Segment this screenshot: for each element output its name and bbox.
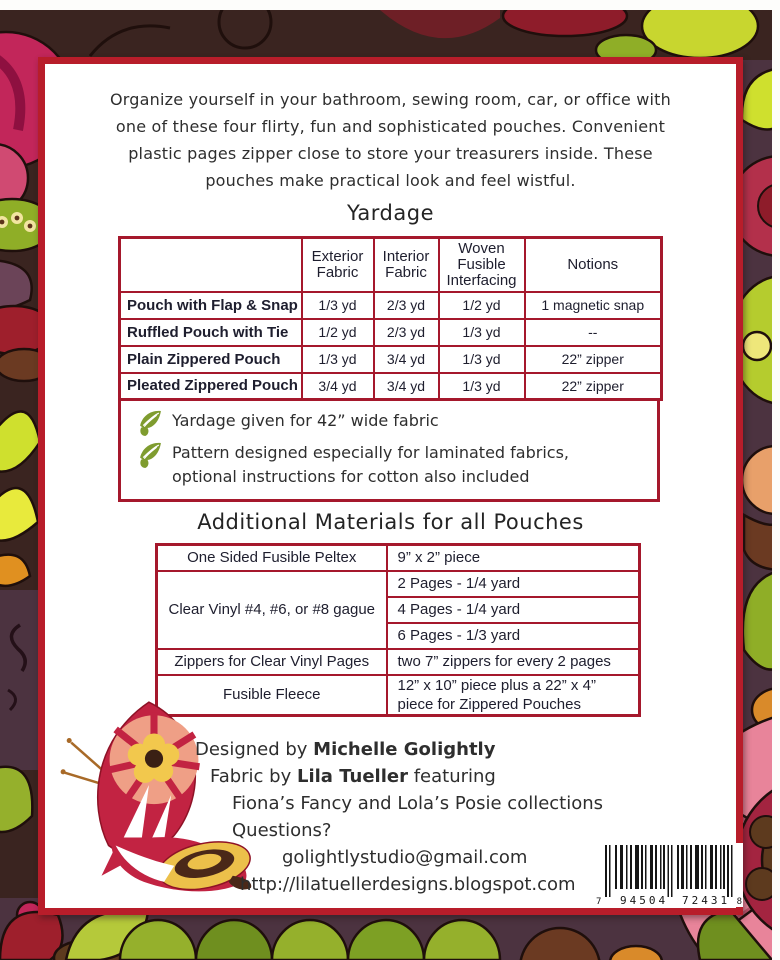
intro-line: plastic pages zipper close to store your treasurers inside. These (128, 144, 653, 163)
cell-notions: 22” zipper (525, 346, 662, 373)
cell-notions: 22” zipper (525, 373, 662, 400)
yardage-block (118, 236, 660, 502)
website-text: http://lilatuellerdesigns.blogspot.com (240, 874, 576, 895)
barcode (593, 843, 743, 907)
fabric-by-prefix: Fabric by (210, 766, 297, 787)
material-amount: two 7” zippers for every 2 pages (387, 649, 640, 675)
intro-paragraph (45, 86, 736, 194)
cell-exterior: 1/2 yd (302, 319, 374, 346)
designer-name: Michelle Golightly (313, 739, 496, 760)
row-label: Pleated Zippered Pouch (120, 373, 302, 400)
row-label: Pouch with Flap & Snap (120, 292, 302, 319)
cell-interfacing: 1/3 yd (439, 346, 525, 373)
column-header-interior: Interior Fabric (374, 238, 439, 292)
designed-by-prefix: Designed by (195, 739, 314, 760)
yardage-header-row (120, 238, 662, 292)
table-row (157, 571, 640, 597)
table-row (120, 373, 662, 400)
questions-line: Questions? (232, 820, 332, 841)
material-item: One Sided Fusible Peltex (157, 545, 387, 571)
row-label: Plain Zippered Pouch (120, 346, 302, 373)
material-item: Clear Vinyl #4, #6, or #8 gague (157, 571, 387, 649)
note-item (137, 409, 647, 437)
barcode-digit: 7 (596, 897, 602, 907)
row-label: Ruffled Pouch with Tie (120, 319, 302, 346)
barcode-number (593, 894, 743, 907)
email-text: golightlystudio@gmail.com (282, 847, 528, 868)
intro-line: one of these four flirty, fun and sophisticated pouches. Convenient (115, 117, 666, 136)
intro-line: Organize yourself in your bathroom, sewing room, car, or office with (110, 90, 671, 109)
cell-notions: 1 magnetic snap (525, 292, 662, 319)
note-text: Yardage given for 42” wide fabric (172, 411, 439, 430)
cell-interior: 3/4 yd (374, 346, 439, 373)
column-header-exterior: Exterior Fabric (302, 238, 374, 292)
table-row (120, 292, 662, 319)
intro-line: pouches make practical look and feel wistful. (205, 171, 576, 190)
designed-by-line (195, 736, 736, 763)
green-butterfly-icon (137, 442, 164, 469)
cell-exterior: 1/3 yd (302, 292, 374, 319)
material-amount: 4 Pages - 1/4 yard (387, 597, 640, 623)
material-amount: 9” x 2” piece (387, 545, 640, 571)
materials-heading: Additional Materials for all Pouches (197, 510, 584, 534)
cell-exterior: 1/3 yd (302, 346, 374, 373)
material-item: Fusible Fleece (157, 675, 387, 716)
featuring-suffix: featuring (407, 766, 496, 787)
yardage-notes-box (118, 398, 660, 502)
yardage-heading: Yardage (346, 201, 435, 225)
cell-interfacing: 1/3 yd (439, 373, 525, 400)
fabric-designer-name: Lila Tueller (296, 766, 408, 787)
note-item (137, 441, 647, 489)
column-header-blank (120, 238, 302, 292)
pattern-back-card (38, 57, 743, 915)
fabric-by-line (210, 763, 736, 790)
cell-interior: 2/3 yd (374, 319, 439, 346)
cell-notions: -- (525, 319, 662, 346)
cell-interfacing: 1/2 yd (439, 292, 525, 319)
table-row (120, 319, 662, 346)
material-amount: 2 Pages - 1/4 yard (387, 571, 640, 597)
cell-interior: 2/3 yd (374, 292, 439, 319)
green-butterfly-icon (137, 410, 164, 437)
yardage-table (118, 236, 663, 401)
table-row (157, 649, 640, 675)
cell-exterior: 3/4 yd (302, 373, 374, 400)
table-row (157, 545, 640, 571)
column-header-interfacing: Woven Fusible Interfacing (439, 238, 525, 292)
material-amount: 12” x 10” piece plus a 22” x 4” piece for Zippered Pouches (387, 675, 640, 716)
note-text: Pattern designed especially for laminated fabrics, optional instructions for cotton also included (172, 443, 569, 486)
material-item: Zippers for Clear Vinyl Pages (157, 649, 387, 675)
table-row (120, 346, 662, 373)
barcode-digit-group: 72431 (682, 894, 731, 907)
barcode-digit: 8 (736, 897, 742, 907)
barcode-bars (593, 845, 743, 897)
barcode-digit-group: 94504 (620, 894, 669, 907)
material-amount: 6 Pages - 1/3 yard (387, 623, 640, 649)
column-header-notions: Notions (525, 238, 662, 292)
cell-interior: 3/4 yd (374, 373, 439, 400)
cell-interfacing: 1/3 yd (439, 319, 525, 346)
collections-line: Fiona’s Fancy and Lola’s Posie collections (232, 793, 604, 814)
